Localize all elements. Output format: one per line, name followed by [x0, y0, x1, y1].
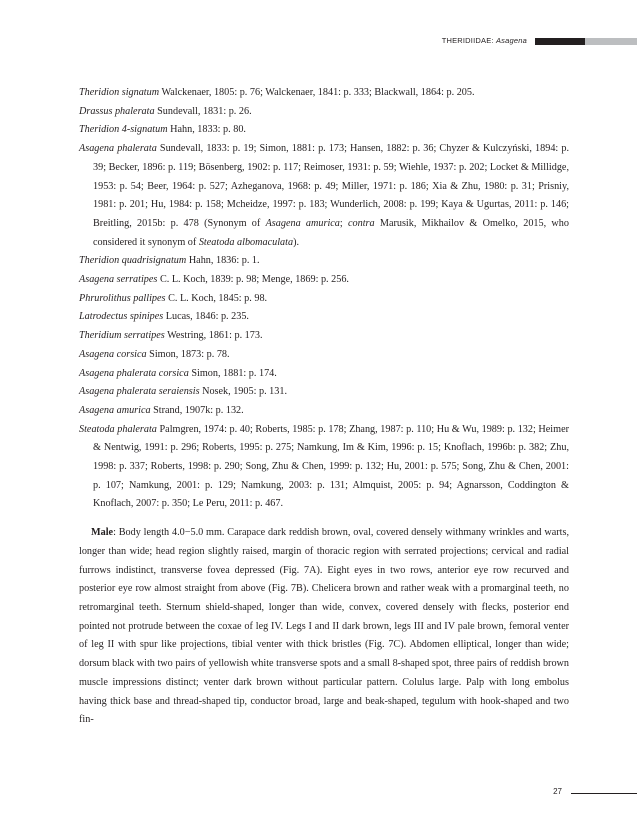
running-header-title: [442, 36, 527, 45]
synonym-references: Sundevall, 1833: p. 19; Simon, 1881: p. 173; Hansen, 1882: p. 36; Chyzer & Kulczyński, 1894: p. 39; Becker, 1896: p. 119; Bösenberg, 1902: p. 117; Reimoser, 1931: p. 59; Wiehle, 1937: p. 202; Locket & Millidge, 1953: p. 54; Beer, 1964: p. 527; Azheganova, 1968: p. 49; Miller, 1971: p. 186; Xia & Zhu, 1980: p. 31; Prisniy, 1981: p. 201; Hu, 1984: p. 158; Mcheidze, 1997: p. 183; Wunderlich, 2008: p. 199; Kaya & Ugurtas, 2011: p. 146; Breitling, 2015b: p. 478 (Synonym of: [93, 143, 569, 229]
synonym-entry: [79, 103, 569, 122]
synonym-taxon-name: Drassus phalerata: [79, 105, 155, 117]
synonym-note-text: Marusik, Mikhailov & Omelko, 2015, who considered it synonym of: [93, 217, 569, 248]
page-content: [79, 84, 569, 730]
description-label: Male: [91, 527, 114, 539]
synonym-references: Hahn, 1833: p. 80.: [167, 124, 246, 136]
synonym-taxon-name: Theridion 4-signatum: [79, 124, 168, 136]
synonym-taxon-name: Asagena phalerata seraiensis: [79, 386, 200, 398]
synonym-taxon-name: Latrodectus spinipes: [79, 311, 164, 323]
male-description: [79, 524, 569, 730]
synonym-references: Hahn, 1836: p. 1.: [186, 255, 260, 267]
synonym-taxon-name: Asagena phalerata corsica: [79, 367, 189, 379]
synonym-note-italic: Asagena amurica: [265, 217, 340, 229]
synonym-entry: [79, 402, 569, 421]
synonym-entry: [79, 346, 569, 365]
synonym-entry: [79, 383, 569, 402]
synonym-references: C. L. Koch, 1839: p. 98; Menge, 1869: p. 256.: [157, 274, 349, 286]
synonym-note-text: ).: [293, 236, 300, 248]
synonym-references: C. L. Koch, 1845: p. 98.: [165, 292, 268, 304]
synonym-note-italic: Steatoda albomaculata: [198, 236, 294, 248]
synonym-references: Sundevall, 1831: p. 26.: [154, 105, 252, 117]
header-bar-light: [585, 38, 637, 45]
synonym-entry: [79, 84, 569, 103]
synonym-note-italic: contra: [348, 217, 375, 229]
synonym-entry: [79, 290, 569, 309]
header-family: THERIDIIDAE:: [441, 36, 494, 45]
synonym-entry: [79, 140, 569, 252]
synonym-taxon-name: Asagena corsica: [79, 348, 147, 360]
synonym-taxon-name: Asagena amurica: [79, 404, 151, 416]
synonym-list: [79, 84, 569, 514]
header-genus: Asagena: [495, 36, 527, 45]
synonym-references: Palmgren, 1974: p. 40; Roberts, 1985: p. 178; Zhang, 1987: p. 110; Hu & Wu, 1989: p. 132; Heimer & Nentwig, 1991: p. 296; Roberts, 1995: p. 275; Namkung, Im & Kim, 1996: p. 15; Knoflach, 1996b: p. 382; Zhu, 1998: p. 337; Roberts, 1998: p. 290; Song, Zhu & Chen, 1999: p. 132; Hu, 2001: p. 575; Song, Zhu & Chen, 2001: p. 107; Namkung, 2001: p. 129; Namkung, 2003: p. 131; Almquist, 2005: p. 94; Agnarsson, Coddington & Knoflach, 2007: p. 350; Le Peru, 2011: p. 467.: [93, 423, 569, 510]
synonym-entry: [79, 308, 569, 327]
synonym-entry: [79, 271, 569, 290]
description-text: : Body length 4.0−5.0 mm. Carapace dark reddish brown, oval, covered densely withmany wrinkles and warts, longer than wide; head region slightly raised, margin of thoracic region with serrated projections; cervical and radial furrows indistinct, transverse fovea depressed (Fig. 7A). Eight eyes in two rows, anterior eye row recurved and posterior eye row almost straight from above (Fig. 7B). Chelicera brown and rather weak with a promarginal teeth, no retromarginal teeth. Sternum shield-shaped, longer than wide, convex, covered densely with flecks, posterior end pointed not protrude between the coxae of leg IV. Legs I and II dark brown, legs III and IV pale brown, femoral venter of leg II with spur like projections, tibial venter with thick bristles (Fig. 7C). Abdomen elliptical, longer than wide; dorsum black with two pairs of yellowish white transverse spots and a small 8-shaped spot, three pairs of reddish brown muscle impressions distinct; venter dark brown without particular pattern. Colulus large. Palp with long embolus having thick base and thread-shaped tip, conductor broad, large and beak-shaped, tegulum with hook-shaped and two fin-: [79, 527, 569, 726]
synonym-references: Lucas, 1846: p. 235.: [163, 311, 249, 323]
footer-rule: [571, 793, 637, 794]
synonym-entry: [79, 252, 569, 271]
synonym-taxon-name: Asagena serratipes: [79, 274, 158, 286]
running-header: [0, 37, 637, 47]
synonym-taxon-name: Theridion signatum: [79, 87, 160, 98]
synonym-references: Walckenaer, 1805: p. 76; Walckenaer, 1841: p. 333; Blackwall, 1864: p. 205.: [159, 87, 475, 98]
synonym-note-text: ;: [339, 217, 349, 229]
synonym-taxon-name: Phrurolithus pallipes: [79, 292, 166, 304]
synonym-taxon-name: Steatoda phalerata: [79, 423, 157, 435]
synonym-references: Strand, 1907k: p. 132.: [150, 404, 244, 416]
header-bar-dark: [535, 38, 585, 45]
synonym-references: Westring, 1861: p. 173.: [164, 330, 263, 342]
synonym-references: Simon, 1873: p. 78.: [146, 348, 230, 360]
synonym-taxon-name: Theridion quadrisignatum: [79, 255, 187, 267]
synonym-references: Nosek, 1905: p. 131.: [199, 386, 287, 398]
synonym-entry: [79, 421, 569, 515]
page-number: 27: [553, 787, 562, 796]
synonym-entry: [79, 327, 569, 346]
synonym-taxon-name: Asagena phalerata: [79, 143, 157, 155]
synonym-entry: [79, 121, 569, 140]
synonym-references: Simon, 1881: p. 174.: [188, 367, 277, 379]
synonym-taxon-name: Theridium serratipes: [79, 330, 165, 342]
page-footer: [0, 787, 637, 799]
synonym-entry: [79, 365, 569, 384]
